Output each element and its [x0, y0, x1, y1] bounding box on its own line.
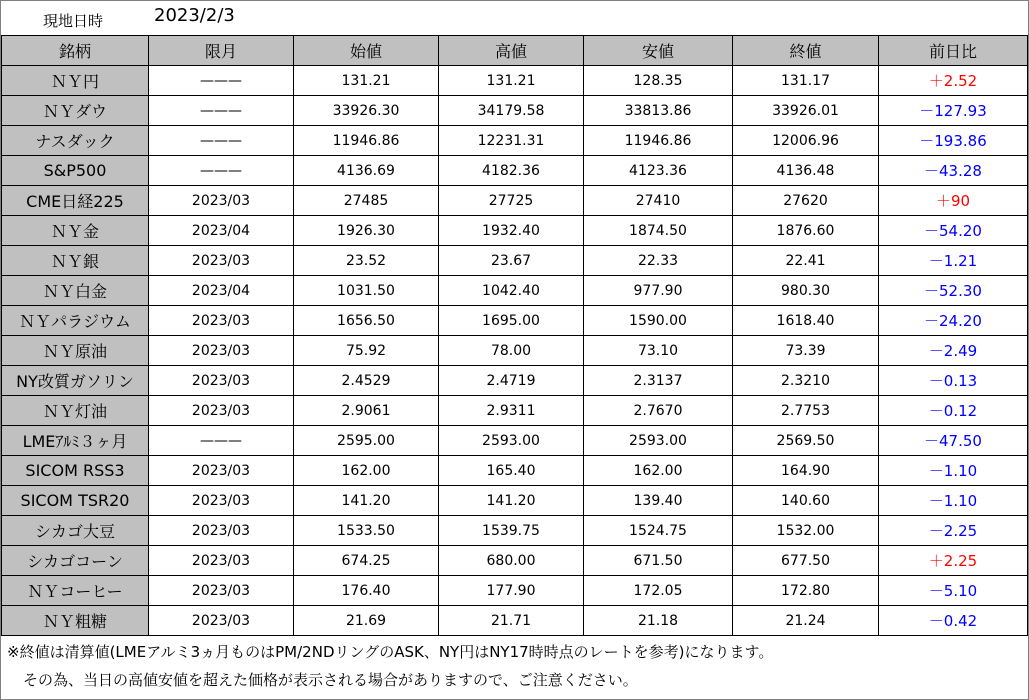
cell-name: ＮＹダウ [2, 96, 149, 126]
cell-change: －0.13 [879, 366, 1028, 396]
cell-change: －127.93 [879, 96, 1028, 126]
table-row [2, 516, 1028, 546]
table-row [2, 246, 1028, 276]
cell-high: 2593.00 [439, 426, 584, 456]
table-row [2, 486, 1028, 516]
cell-high: 1539.75 [439, 516, 584, 546]
col-header-low: 安値 [584, 36, 733, 66]
cell-month: ——— [149, 96, 294, 126]
cell-change: －1.10 [879, 486, 1028, 516]
cell-name: ＮＹ粗糖 [2, 606, 149, 636]
table-row [2, 336, 1028, 366]
cell-open: 176.40 [294, 576, 439, 606]
cell-month: ——— [149, 66, 294, 96]
cell-change: －24.20 [879, 306, 1028, 336]
footnote-caution: その為、当日の高値安値を超えた価格が表示される場合がありますので、ご注意ください。 [23, 671, 638, 689]
cell-high: 23.67 [439, 246, 584, 276]
cell-close: 2.7753 [733, 396, 879, 426]
cell-name: LMEｱﾙﾐ３ヶ月 [2, 426, 149, 456]
table-row [2, 366, 1028, 396]
cell-change: －2.25 [879, 516, 1028, 546]
cell-change: ＋90 [879, 186, 1028, 216]
quotes-table-body [2, 66, 1028, 636]
cell-close: 131.17 [733, 66, 879, 96]
cell-name: CME日経225 [2, 186, 149, 216]
cell-close: 164.90 [733, 456, 879, 486]
table-row [2, 126, 1028, 156]
cell-name: ＮＹ円 [2, 66, 149, 96]
cell-open: 2.4529 [294, 366, 439, 396]
cell-open: 2595.00 [294, 426, 439, 456]
cell-name: ナスダック [2, 126, 149, 156]
cell-close: 677.50 [733, 546, 879, 576]
cell-high: 1695.00 [439, 306, 584, 336]
cell-high: 1042.40 [439, 276, 584, 306]
date-header [1, 1, 1028, 35]
table-row [2, 456, 1028, 486]
table-row [2, 186, 1028, 216]
table-row [2, 156, 1028, 186]
cell-change: －193.86 [879, 126, 1028, 156]
cell-month: 2023/03 [149, 516, 294, 546]
cell-name: ＮＹパラジウム [2, 306, 149, 336]
cell-change: －0.42 [879, 606, 1028, 636]
cell-month: 2023/03 [149, 186, 294, 216]
local-datetime-value: 2023/2/3 [154, 5, 235, 26]
table-row [2, 306, 1028, 336]
cell-low: 128.35 [584, 66, 733, 96]
footnote-settlement: ※終値は清算値(LMEアルミ3ヵ月ものはPM/2NDリングのASK、NY円はNY17時時点のレートを参考)になります。 [7, 643, 774, 661]
cell-open: 23.52 [294, 246, 439, 276]
cell-open: 11946.86 [294, 126, 439, 156]
cell-high: 177.90 [439, 576, 584, 606]
cell-low: 162.00 [584, 456, 733, 486]
cell-name: ＮＹ銀 [2, 246, 149, 276]
cell-name: シカゴ大豆 [2, 516, 149, 546]
cell-high: 78.00 [439, 336, 584, 366]
cell-open: 162.00 [294, 456, 439, 486]
cell-month: 2023/03 [149, 366, 294, 396]
table-row [2, 426, 1028, 456]
cell-month: ——— [149, 126, 294, 156]
cell-high: 165.40 [439, 456, 584, 486]
col-header-name: 銘柄 [2, 36, 149, 66]
cell-low: 2.7670 [584, 396, 733, 426]
cell-change: －0.12 [879, 396, 1028, 426]
cell-open: 1656.50 [294, 306, 439, 336]
table-header-row [2, 36, 1028, 66]
cell-open: 141.20 [294, 486, 439, 516]
cell-low: 33813.86 [584, 96, 733, 126]
cell-name: シカゴコーン [2, 546, 149, 576]
cell-low: 1590.00 [584, 306, 733, 336]
cell-low: 22.33 [584, 246, 733, 276]
table-row [2, 66, 1028, 96]
cell-high: 27725 [439, 186, 584, 216]
table-row [2, 216, 1028, 246]
cell-low: 11946.86 [584, 126, 733, 156]
cell-month: 2023/04 [149, 276, 294, 306]
cell-change: －54.20 [879, 216, 1028, 246]
cell-low: 2593.00 [584, 426, 733, 456]
cell-open: 21.69 [294, 606, 439, 636]
cell-change: －1.21 [879, 246, 1028, 276]
cell-open: 1926.30 [294, 216, 439, 246]
col-header-high: 高値 [439, 36, 584, 66]
cell-month: 2023/03 [149, 546, 294, 576]
cell-change: －1.10 [879, 456, 1028, 486]
cell-open: 131.21 [294, 66, 439, 96]
cell-change: －47.50 [879, 426, 1028, 456]
cell-open: 674.25 [294, 546, 439, 576]
cell-close: 2569.50 [733, 426, 879, 456]
cell-month: 2023/03 [149, 486, 294, 516]
cell-open: 1031.50 [294, 276, 439, 306]
cell-low: 27410 [584, 186, 733, 216]
cell-close: 21.24 [733, 606, 879, 636]
cell-month: 2023/03 [149, 306, 294, 336]
cell-high: 2.9311 [439, 396, 584, 426]
table-row [2, 546, 1028, 576]
cell-low: 2.3137 [584, 366, 733, 396]
cell-open: 1533.50 [294, 516, 439, 546]
cell-close: 1876.60 [733, 216, 879, 246]
cell-close: 1532.00 [733, 516, 879, 546]
cell-low: 139.40 [584, 486, 733, 516]
cell-name: ＮＹコーヒー [2, 576, 149, 606]
cell-close: 1618.40 [733, 306, 879, 336]
cell-low: 73.10 [584, 336, 733, 366]
table-row [2, 396, 1028, 426]
cell-high: 4182.36 [439, 156, 584, 186]
cell-month: ——— [149, 426, 294, 456]
cell-name: NY改質ガソリン [2, 366, 149, 396]
cell-change: ＋2.25 [879, 546, 1028, 576]
cell-name: SICOM TSR20 [2, 486, 149, 516]
table-row [2, 276, 1028, 306]
cell-high: 2.4719 [439, 366, 584, 396]
cell-open: 2.9061 [294, 396, 439, 426]
cell-name: ＮＹ白金 [2, 276, 149, 306]
cell-close: 33926.01 [733, 96, 879, 126]
cell-change: －2.49 [879, 336, 1028, 366]
col-header-open: 始値 [294, 36, 439, 66]
cell-low: 21.18 [584, 606, 733, 636]
cell-month: 2023/03 [149, 336, 294, 366]
table-row [2, 606, 1028, 636]
cell-close: 12006.96 [733, 126, 879, 156]
quotes-table [1, 35, 1028, 636]
cell-change: －43.28 [879, 156, 1028, 186]
col-header-change: 前日比 [879, 36, 1028, 66]
cell-high: 680.00 [439, 546, 584, 576]
cell-high: 1932.40 [439, 216, 584, 246]
cell-low: 977.90 [584, 276, 733, 306]
cell-high: 131.21 [439, 66, 584, 96]
cell-low: 1874.50 [584, 216, 733, 246]
cell-month: 2023/03 [149, 396, 294, 426]
cell-close: 27620 [733, 186, 879, 216]
cell-month: 2023/03 [149, 246, 294, 276]
cell-close: 2.3210 [733, 366, 879, 396]
cell-month: 2023/04 [149, 216, 294, 246]
col-header-close: 終値 [733, 36, 879, 66]
cell-low: 1524.75 [584, 516, 733, 546]
cell-change: －5.10 [879, 576, 1028, 606]
table-row [2, 576, 1028, 606]
cell-name: S&P500 [2, 156, 149, 186]
cell-close: 140.60 [733, 486, 879, 516]
cell-open: 4136.69 [294, 156, 439, 186]
cell-high: 12231.31 [439, 126, 584, 156]
cell-close: 73.39 [733, 336, 879, 366]
cell-month: 2023/03 [149, 576, 294, 606]
cell-name: ＮＹ金 [2, 216, 149, 246]
cell-close: 172.80 [733, 576, 879, 606]
col-header-month: 限月 [149, 36, 294, 66]
cell-name: ＮＹ原油 [2, 336, 149, 366]
cell-open: 33926.30 [294, 96, 439, 126]
cell-high: 34179.58 [439, 96, 584, 126]
cell-close: 22.41 [733, 246, 879, 276]
cell-name: SICOM RSS3 [2, 456, 149, 486]
cell-low: 4123.36 [584, 156, 733, 186]
cell-month: 2023/03 [149, 606, 294, 636]
table-row [2, 96, 1028, 126]
cell-open: 27485 [294, 186, 439, 216]
cell-month: ——— [149, 156, 294, 186]
cell-low: 671.50 [584, 546, 733, 576]
cell-high: 21.71 [439, 606, 584, 636]
cell-close: 4136.48 [733, 156, 879, 186]
cell-month: 2023/03 [149, 456, 294, 486]
cell-change: ＋2.52 [879, 66, 1028, 96]
cell-change: －52.30 [879, 276, 1028, 306]
cell-name: ＮＹ灯油 [2, 396, 149, 426]
cell-low: 172.05 [584, 576, 733, 606]
cell-close: 980.30 [733, 276, 879, 306]
local-datetime-label: 現地日時 [43, 12, 104, 30]
cell-open: 75.92 [294, 336, 439, 366]
cell-high: 141.20 [439, 486, 584, 516]
